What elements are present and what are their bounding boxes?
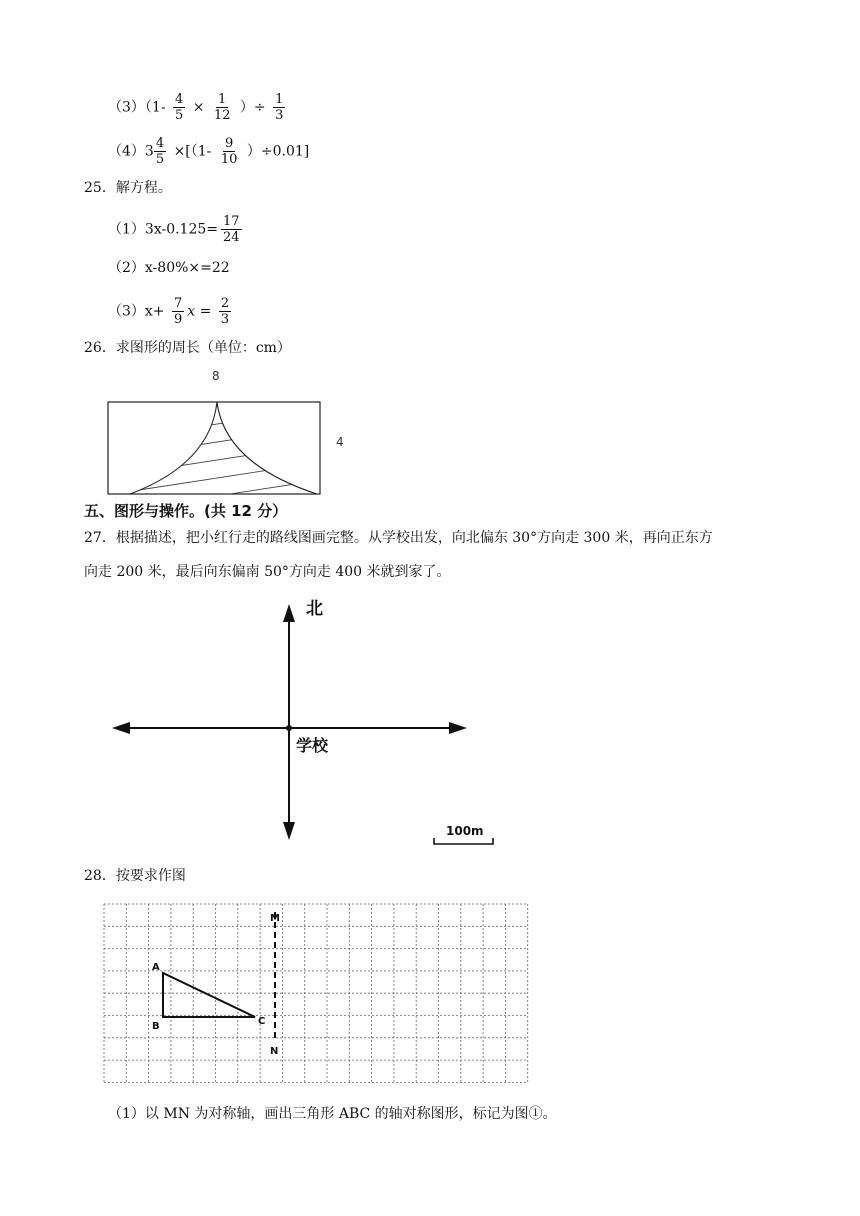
q27-line2: 向走 200 米，最后向东偏南 50°方向走 400 米就到家了。 [84, 564, 451, 580]
q26-figure [100, 364, 360, 500]
label-m: M [270, 913, 280, 924]
q25-item1: （1）3x-0.125= $\frac{17}{24}$ [108, 214, 240, 245]
east-arrow-icon [449, 722, 467, 734]
label-c: C [258, 1016, 266, 1027]
q25-title: 25．解方程。 [84, 180, 172, 196]
q28-grid-figure [100, 900, 530, 1092]
dotted-grid [104, 904, 528, 1082]
q26-title: 26．求图形的周长（单位：cm） [84, 340, 291, 356]
north-arrow-icon [283, 604, 295, 622]
fraction: $\frac{1}{3}$ [275, 92, 284, 123]
q25-item2: （2）x-80%×=22 [108, 260, 230, 276]
section5-title: 五、图形与操作。(共 12 分） [84, 502, 288, 520]
scale-label: 100m [446, 824, 484, 838]
q26-label-top: 8 [212, 369, 220, 383]
q28-title: 28．按要求作图 [84, 868, 186, 884]
label-a: A [152, 962, 160, 973]
north-label: 北 [306, 599, 323, 619]
fraction: $\frac{1}{12}$ [213, 92, 231, 123]
q27-line1: 27．根据描述，把小红行走的路线图画完整。从学校出发，向北偏东 30°方向走 300 米，再向正东方 [84, 530, 713, 546]
fraction: $\frac{2}{3}$ [220, 296, 230, 327]
fraction: $\frac{7}{9}$ [174, 296, 183, 327]
fraction: $\frac{9}{10}$ [220, 136, 238, 167]
q28-item1: （1）以 MN 为对称轴，画出三角形 ABC 的轴对称图形，标记为图①。 [108, 1106, 557, 1122]
triangle-abc [163, 973, 255, 1017]
q27-compass-figure [100, 592, 520, 854]
scale-bar [434, 838, 493, 844]
label-n: N [270, 1046, 279, 1057]
origin-point [286, 725, 292, 731]
q26-label-right: 4 [336, 435, 344, 449]
hatching [100, 384, 360, 500]
q25-item3: （3）x+ $\frac{7}{9}$ x = $\frac{2}{3}$ [108, 296, 230, 327]
right-arc [217, 402, 317, 494]
label-b: B [152, 1021, 160, 1032]
q24-item4: （4）3 $\frac{4}{5}$ ×[（1- $\frac{9}{10}$ ）÷0.01] [108, 136, 310, 167]
fraction: $\frac{4}{5}$ [155, 136, 165, 167]
fraction: $\frac{4}{5}$ [175, 92, 184, 123]
south-arrow-icon [283, 822, 295, 840]
q24-item3: （3）（1- $\frac{4}{5}$ × $\frac{1}{12}$ ）÷ $\frac{1}{3}$ [108, 92, 284, 123]
school-label: 学校 [296, 736, 329, 755]
west-arrow-icon [112, 722, 130, 734]
fraction: $\frac{17}{24}$ [223, 214, 240, 245]
